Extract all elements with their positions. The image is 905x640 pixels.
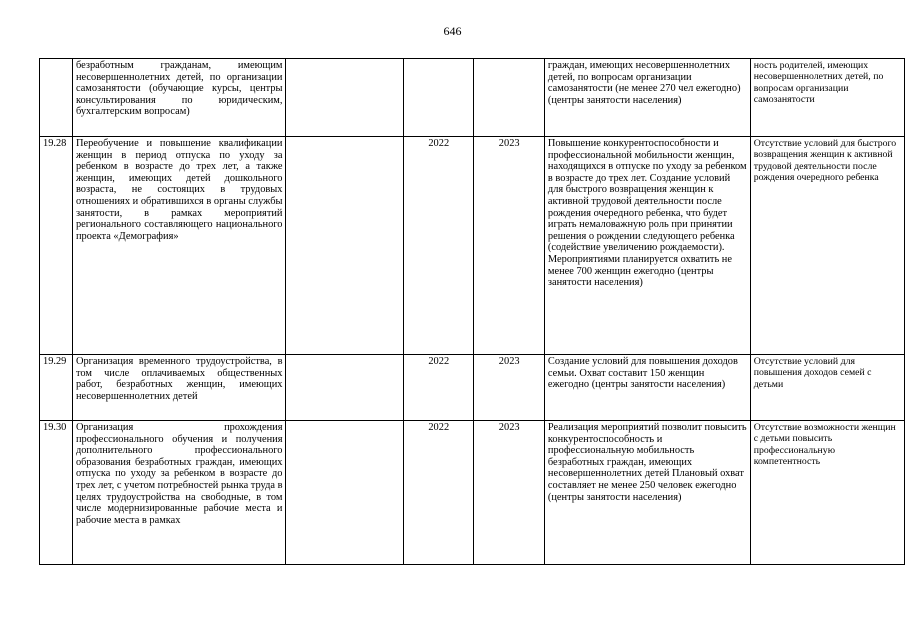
- table-row: [40, 59, 905, 137]
- expected-result: граждан, имеющих несовершеннолетних детей, по вопросам организации самозанятости (не менее 270 чел ежегодно) (центры занятости населения): [544, 59, 750, 137]
- empty-cell: [286, 355, 404, 421]
- empty-cell: [286, 421, 404, 565]
- problem-addressed: ность родителей, имеющих несовершеннолетних детей, по вопросам организации самозанятости: [750, 59, 904, 137]
- start-year: [404, 59, 474, 137]
- table-row: [40, 355, 905, 421]
- measure-description: безработным гражданам, имеющим несовершеннолетних детей, по организации самозанятости (обучающие курсы, центры консультирования по юридическим, бухгалтерским вопросам): [72, 59, 286, 137]
- table-row: [40, 137, 905, 355]
- row-number: 19.29: [40, 355, 73, 421]
- measures-table: [39, 58, 905, 565]
- row-number: 19.30: [40, 421, 73, 565]
- expected-result: Повышение конкурентоспособности и профессиональной мобильности женщин, находящихся в отпуске по уходу за ребенком в возрасте до трех лет. Создание условий для быстрого возвращения женщин к активной трудовой деятельности после рождения очередного ребенка, что будет играть немаловажную роль при принятии решения о рождении следующего ребенка (содействие увеличению рождаемости). Мероприятиями планируется охватить не менее 700 женщин ежегодно (центры занятости населения): [544, 137, 750, 355]
- problem-addressed: Отсутствие возможности женщин с детьми повысить профессиональную компетентность: [750, 421, 904, 565]
- table-row: [40, 421, 905, 565]
- row-number: [40, 59, 73, 137]
- problem-addressed: Отсутствие условий для повышения доходов семей с детьми: [750, 355, 904, 421]
- empty-cell: [286, 59, 404, 137]
- end-year: 2023: [474, 421, 544, 565]
- page-number: 646: [443, 24, 462, 38]
- measure-description: Переобучение и повышение квалификации женщин в период отпуска по уходу за ребенком в возрасте до трех лет, а также женщин, имеющих детей дошкольного возраста, не состоящих в трудовых отношениях и обратившихся в органы службы занятости, в рамках мероприятий регионального составляющего национального проекта «Демография»: [72, 137, 286, 355]
- measure-description: Организация прохождения профессионального обучения и получения дополнительного профессионального образования безработных граждан, имеющих отпуска по уходу за ребенком в возрасте до трех лет, с учетом потребностей рынка труда в целях трудоустройства на свободные, в том числе модернизированные рабочие места и рабочие места в рамках: [72, 421, 286, 565]
- measure-description: Организация временного трудоустройства, в том числе оплачиваемых общественных работ, безработных женщин, имеющих несовершеннолетних детей: [72, 355, 286, 421]
- expected-result: Создание условий для повышения доходов семьи. Охват составит 150 женщин ежегодно (центры занятости населения): [544, 355, 750, 421]
- start-year: 2022: [404, 355, 474, 421]
- problem-addressed: Отсутствие условий для быстрого возвращения женщин к активной трудовой деятельности после рождения очередного ребенка: [750, 137, 904, 355]
- end-year: 2023: [474, 137, 544, 355]
- end-year: [474, 59, 544, 137]
- empty-cell: [286, 137, 404, 355]
- end-year: 2023: [474, 355, 544, 421]
- start-year: 2022: [404, 421, 474, 565]
- start-year: 2022: [404, 137, 474, 355]
- expected-result: Реализация мероприятий позволит повысить конкурентоспособность и профессиональную мобильность безработных граждан, имеющих несовершеннолетних детей Плановый охват составляет не менее 250 человек ежегодно (центры занятости населения): [544, 421, 750, 565]
- row-number: 19.28: [40, 137, 73, 355]
